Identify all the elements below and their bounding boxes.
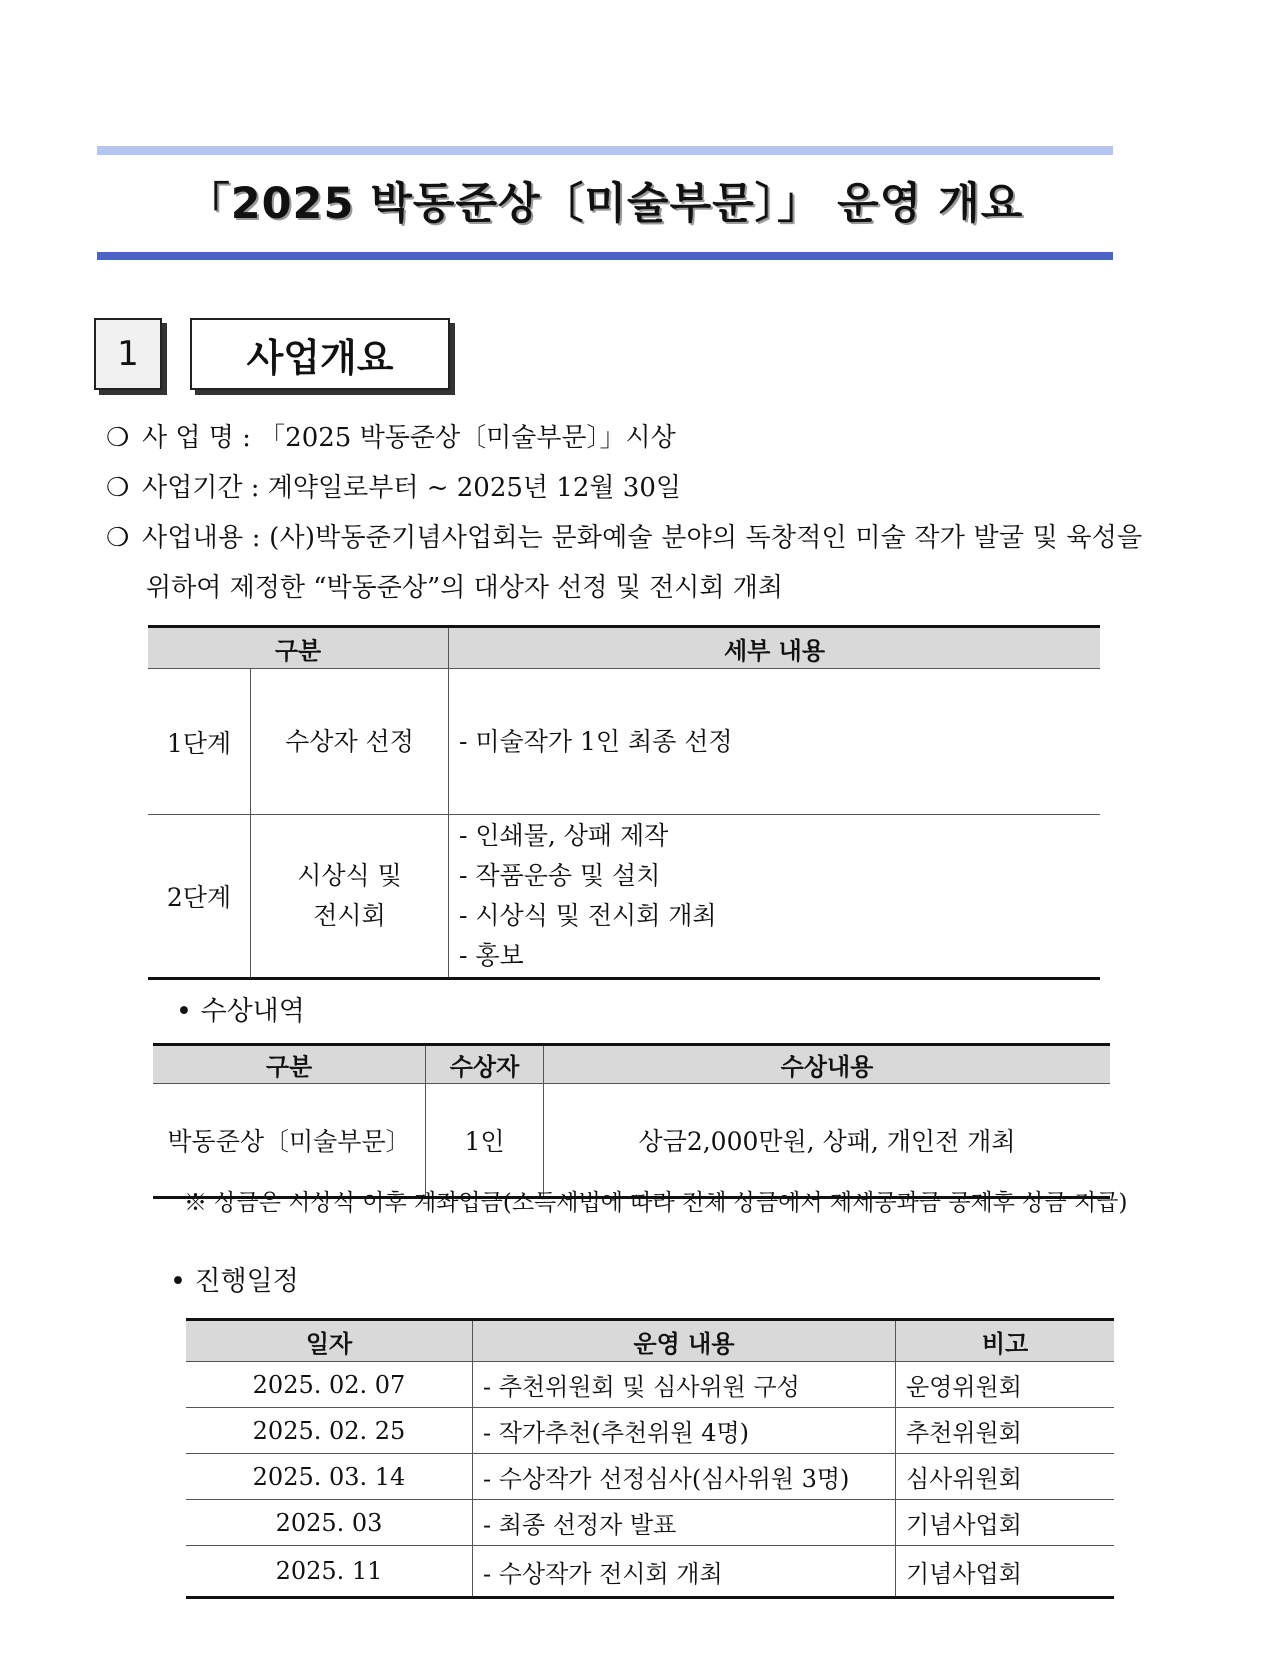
stage-name-line: 수상자 선정 bbox=[285, 726, 414, 756]
title-top-bar bbox=[97, 146, 1113, 155]
schedule-content-cell: - 최종 선정자 발표 bbox=[473, 1500, 896, 1546]
section-title: 사업개요 bbox=[190, 318, 450, 390]
stage-name-cell bbox=[251, 815, 449, 979]
bullet-project-content: ❍ 사업내용 : (사)박동준기념사업회는 문화예술 분야의 독창적인 미술 작가 발굴 및 육성을 bbox=[106, 518, 1142, 558]
table-row bbox=[186, 1500, 1114, 1546]
schedule-date-cell: 2025. 02. 25 bbox=[186, 1408, 473, 1454]
stage-details-cell bbox=[449, 815, 1101, 979]
schedule-note-cell: 운영위원회 bbox=[896, 1362, 1115, 1408]
schedule-table bbox=[186, 1318, 1114, 1599]
schedule-date-cell: 2025. 03. 14 bbox=[186, 1454, 473, 1500]
award-section-label: • 수상내역 bbox=[176, 996, 305, 1027]
table-row bbox=[186, 1454, 1114, 1500]
bullet-project-period: ❍ 사업기간 : 계약일로부터 ~ 2025년 12월 30일 bbox=[106, 468, 681, 508]
detail-line: - 작품운송 및 설치 bbox=[459, 861, 661, 890]
award-table bbox=[153, 1043, 1110, 1199]
schedule-date-cell: 2025. 03 bbox=[186, 1500, 473, 1546]
award-content-cell: 상금2,000만원, 상패, 개인전 개최 bbox=[544, 1084, 1111, 1198]
table-header-cell: 비고 bbox=[896, 1320, 1115, 1362]
table-row bbox=[186, 1362, 1114, 1408]
stage-details-cell bbox=[449, 669, 1101, 815]
schedule-content-cell: - 작가추천(추천위원 4명) bbox=[473, 1408, 896, 1454]
detail-line: - 미술작가 1인 최종 선정 bbox=[459, 726, 733, 756]
detail-line: - 시상식 및 전시회 개최 bbox=[459, 901, 717, 930]
table-row bbox=[186, 1408, 1114, 1454]
stage-name-line: 시상식 및 bbox=[297, 861, 402, 890]
stage-name-cell bbox=[251, 669, 449, 815]
schedule-date-cell: 2025. 11 bbox=[186, 1546, 473, 1598]
table-row bbox=[186, 1546, 1114, 1598]
detail-line: - 홍보 bbox=[459, 941, 524, 970]
schedule-note-cell: 기념사업회 bbox=[896, 1546, 1115, 1598]
table-header-cell: 수상자 bbox=[426, 1045, 544, 1084]
title-bottom-bar bbox=[97, 252, 1113, 260]
circle-bullet-icon: ❍ bbox=[106, 423, 130, 453]
table-header-row bbox=[186, 1320, 1114, 1362]
table-row bbox=[153, 1084, 1110, 1198]
stages-table bbox=[148, 625, 1100, 980]
schedule-section-label: • 진행일정 bbox=[170, 1266, 299, 1297]
table-header-cell: 수상내용 bbox=[544, 1045, 1111, 1084]
schedule-content-cell: - 수상작가 전시회 개최 bbox=[473, 1546, 896, 1598]
table-row bbox=[148, 815, 1100, 979]
table-header-row bbox=[153, 1045, 1110, 1084]
table-header-cell: 운영 내용 bbox=[473, 1320, 896, 1362]
table-header-cell: 구분 bbox=[153, 1045, 426, 1084]
schedule-note-cell: 기념사업회 bbox=[896, 1500, 1115, 1546]
detail-line: - 인쇄물, 상패 제작 bbox=[459, 821, 669, 850]
award-category-cell: 박동준상〔미술부문〕 bbox=[153, 1084, 426, 1198]
bullet-project-content-continued: 위하여 제정한 “박동준상”의 대상자 선정 및 전시회 개최 bbox=[146, 573, 783, 603]
table-header-row bbox=[148, 627, 1100, 669]
stage-name-line: 전시회 bbox=[313, 901, 386, 930]
bullet-project-name: ❍ 사 업 명 : 「2025 박동준상〔미술부문〕」시상 bbox=[106, 418, 676, 458]
award-recipient-cell: 1인 bbox=[426, 1084, 544, 1198]
schedule-content-cell: - 추천위원회 및 심사위원 구성 bbox=[473, 1362, 896, 1408]
table-header-cell: 구분 bbox=[148, 627, 449, 669]
table-header-cell: 세부 내용 bbox=[449, 627, 1101, 669]
table-header-cell: 일자 bbox=[186, 1320, 473, 1362]
schedule-content-cell: - 수상작가 선정심사(심사위원 3명) bbox=[473, 1454, 896, 1500]
schedule-note-cell: 추천위원회 bbox=[896, 1408, 1115, 1454]
circle-bullet-icon: ❍ bbox=[106, 473, 130, 503]
stage-cell: 1단계 bbox=[148, 669, 251, 815]
stage-cell: 2단계 bbox=[148, 815, 251, 979]
document-title: 「2025 박동준상〔미술부문〕」 운영 개요 bbox=[186, 179, 1024, 229]
table-row bbox=[148, 669, 1100, 815]
schedule-note-cell: 심사위원회 bbox=[896, 1454, 1115, 1500]
circle-bullet-icon: ❍ bbox=[106, 523, 130, 553]
award-note: ※ 상금은 시상식 이후 계좌입금(소득세법에 따라 전체 상금에서 제세공과금 공제후 상금 지급) bbox=[184, 1190, 1128, 1216]
schedule-date-cell: 2025. 02. 07 bbox=[186, 1362, 473, 1408]
section-number: 1 bbox=[94, 318, 162, 390]
